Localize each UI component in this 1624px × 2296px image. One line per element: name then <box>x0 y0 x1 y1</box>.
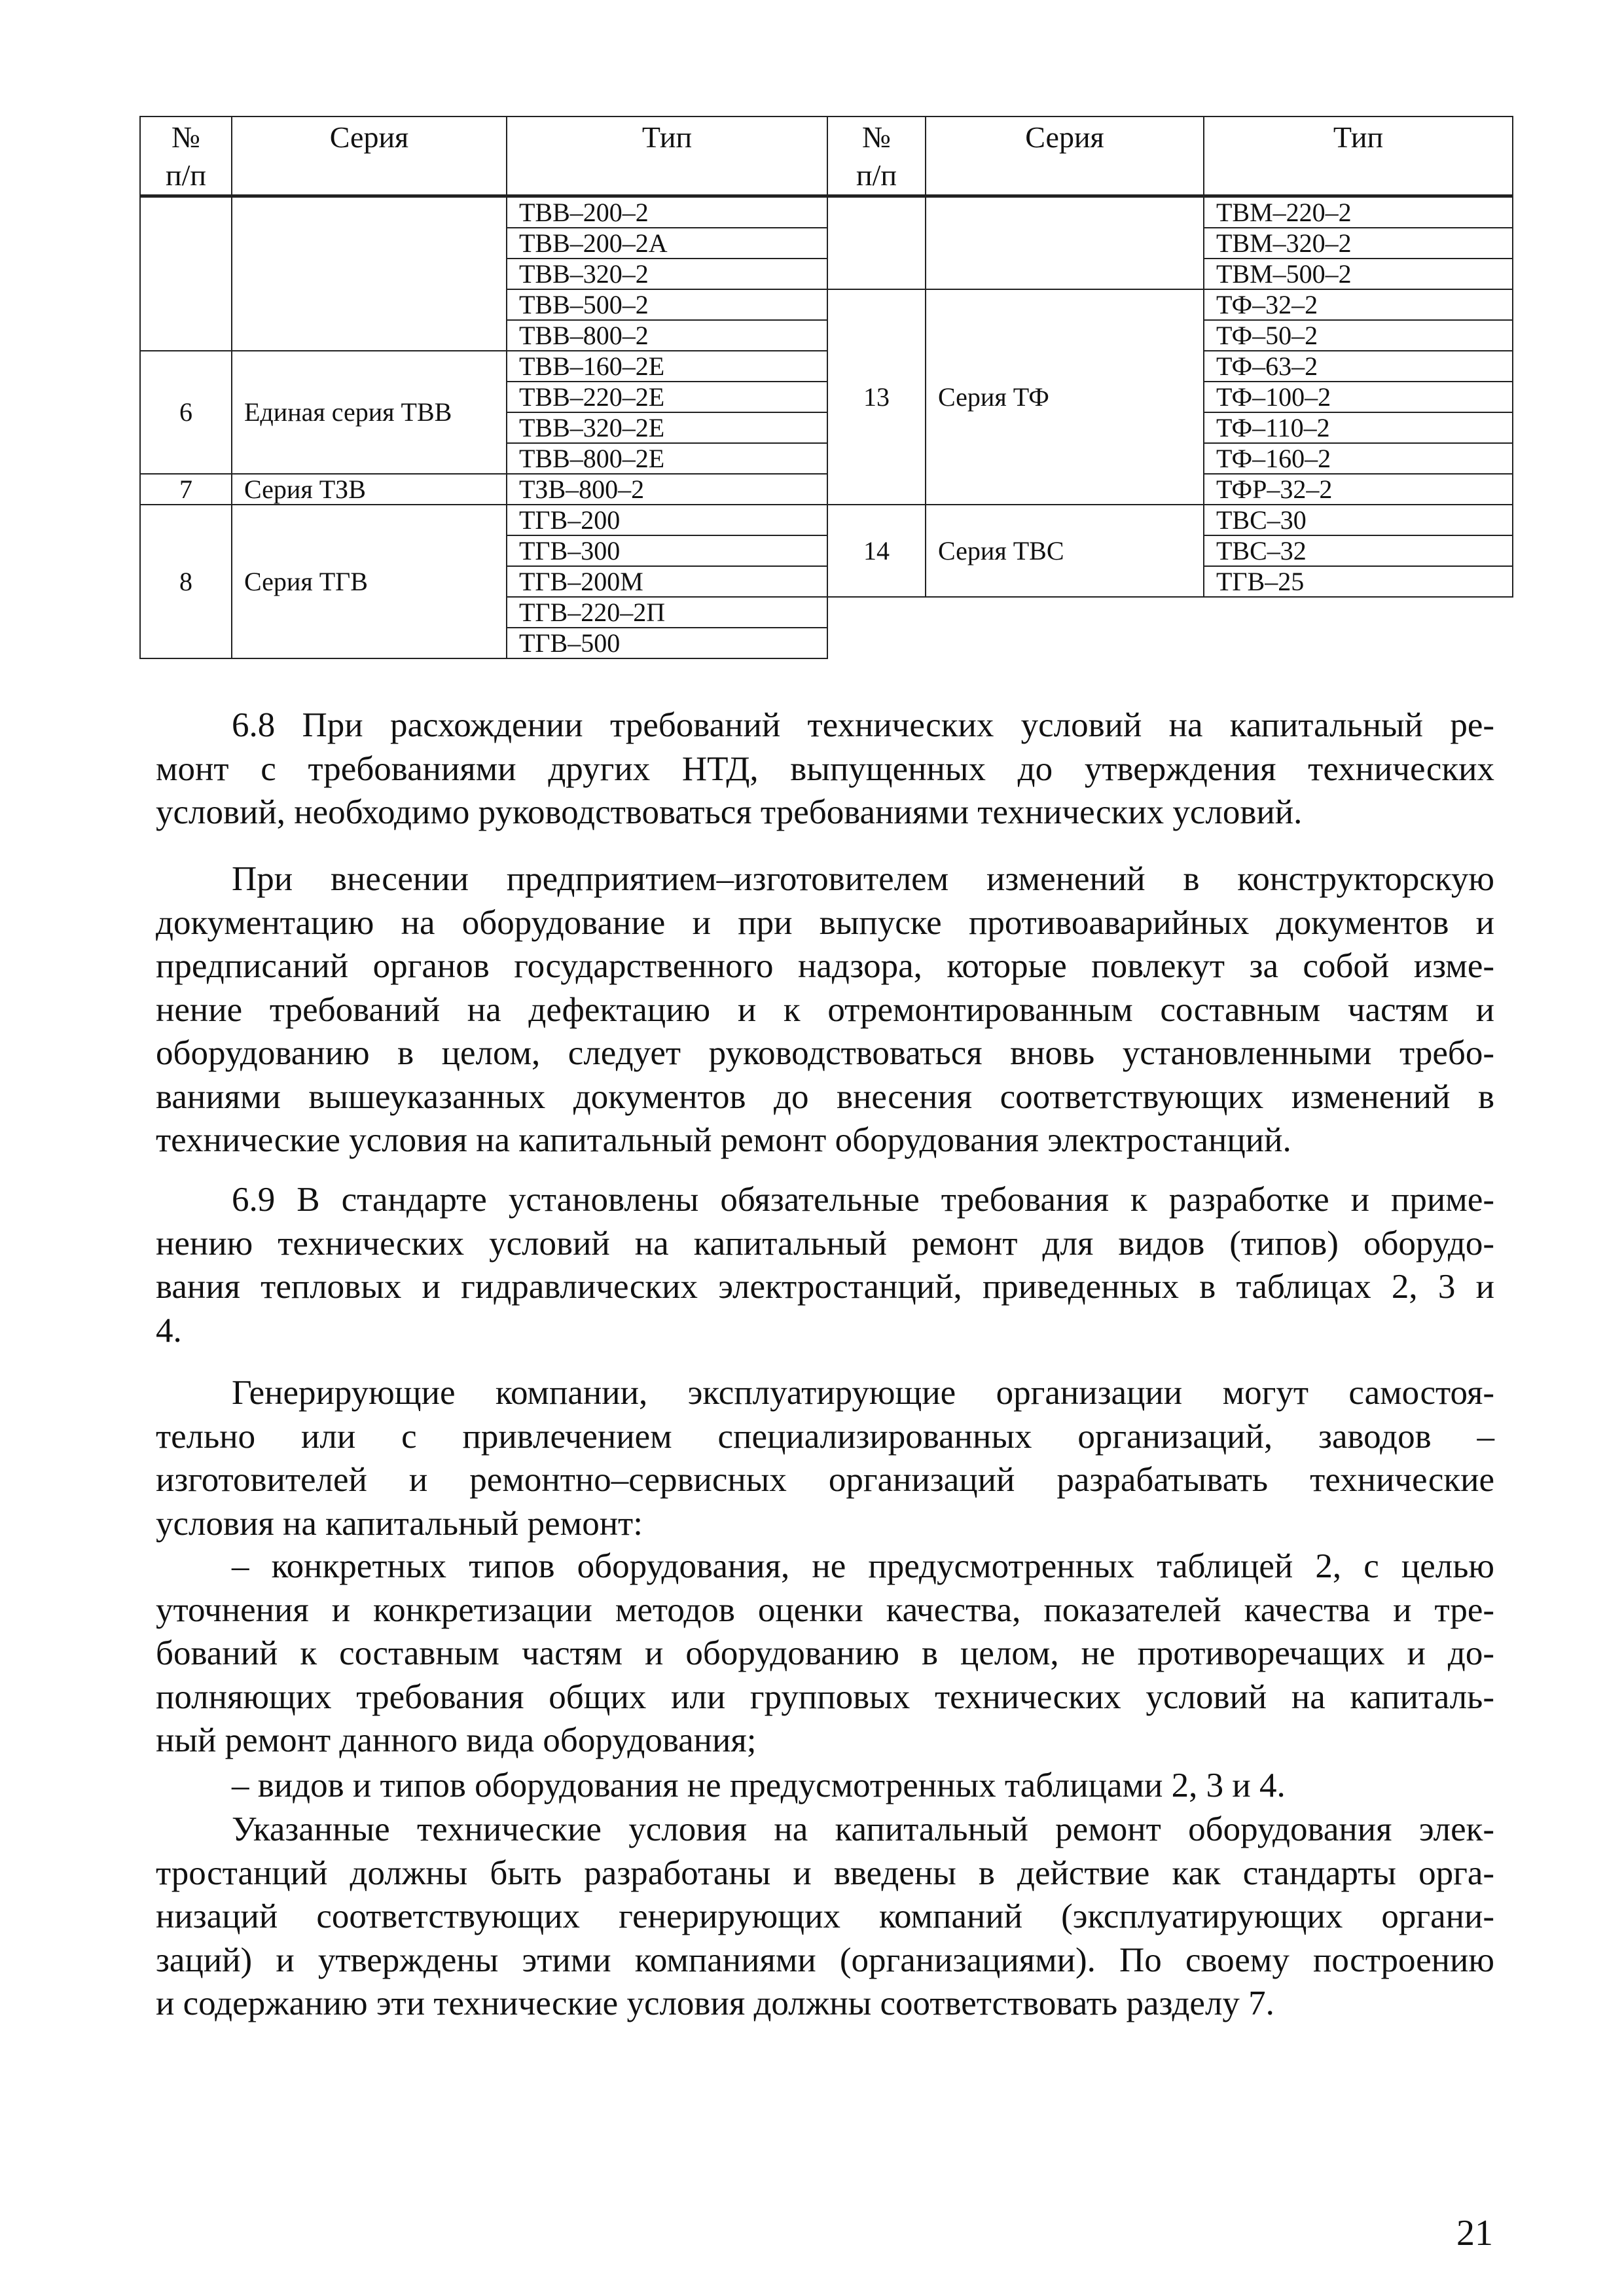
row-num-empty <box>827 196 926 290</box>
type-cell: ТГВ–300 <box>507 535 827 566</box>
text-line: вания тепловых и гидравлических электростанций, приведенных в таблицах 2, 3 и <box>156 1268 1494 1306</box>
type-cell: ТФ–160–2 <box>1204 443 1513 474</box>
table-row <box>827 289 1513 320</box>
row-num: 6 <box>140 351 232 474</box>
text-line: полняющих требования общих или групповых технических условий на капиталь- <box>156 1677 1494 1716</box>
paragraph-changes <box>156 857 1494 1162</box>
type-cell: ТВМ–500–2 <box>1204 259 1513 289</box>
row-series: Серия ТЗВ <box>232 474 507 505</box>
text-line: Генерирующие компании, эксплуатирующие организации могут самостоя- <box>232 1374 1494 1412</box>
table-row <box>140 505 827 535</box>
type-cell: ТГВ–25 <box>1204 566 1513 597</box>
text-line: 6.8 При расхождении требований технических условий на капитальный ре- <box>232 706 1494 744</box>
table-row <box>827 505 1513 535</box>
text-line: монт с требованиями других НТД, выпущенных до утверждения технических <box>156 749 1494 788</box>
row-series: Серия ТГВ <box>232 505 507 658</box>
text-line: оборудованию в целом, следует руководствоваться вновь установленными требо- <box>156 1034 1494 1072</box>
type-cell: ТВС–30 <box>1204 505 1513 535</box>
header-series: Серия <box>232 117 507 196</box>
table-row <box>140 196 827 228</box>
row-series-empty <box>232 196 507 351</box>
type-cell: ТВВ–160–2Е <box>507 351 827 382</box>
table-header-row <box>827 117 1513 196</box>
type-cell: ТВВ–320–2Е <box>507 412 827 443</box>
text-line: изготовителей и ремонтно–сервисных организаций разрабатывать технические <box>156 1461 1494 1499</box>
row-num: 13 <box>827 289 926 505</box>
list-item-other-types <box>156 1764 1494 1808</box>
text-line: заций) и утверждены этими компаниями (организациями). По своему построению <box>156 1941 1494 1979</box>
type-cell: ТФ–63–2 <box>1204 351 1513 382</box>
type-cell: ТВВ–500–2 <box>507 289 827 320</box>
text-line: 4. <box>156 1311 182 1350</box>
text-line: При внесении предприятием–изготовителем изменений в конструкторскую <box>232 860 1494 898</box>
type-cell: ТФ–32–2 <box>1204 289 1513 320</box>
type-cell: ТГВ–200М <box>507 566 827 597</box>
row-num: 14 <box>827 505 926 597</box>
type-cell: ТФ–110–2 <box>1204 412 1513 443</box>
text-line: условия на капитальный ремонт: <box>156 1504 643 1543</box>
table-header-row <box>140 117 827 196</box>
paragraph-6-9 <box>156 1178 1494 1352</box>
type-cell: ТВВ–200–2А <box>507 228 827 259</box>
type-cell: ТВС–32 <box>1204 535 1513 566</box>
type-cell: ТФ–50–2 <box>1204 320 1513 351</box>
type-cell: ТВВ–800–2Е <box>507 443 827 474</box>
type-cell: ТГВ–200 <box>507 505 827 535</box>
text-line: нению технических условий на капитальный ремонт для видов (типов) оборудо- <box>156 1224 1494 1263</box>
text-line: – видов и типов оборудования не предусмотренных таблицами 2, 3 и 4. <box>232 1767 1286 1804</box>
page-number: 21 <box>1456 2213 1493 2253</box>
series-table-right <box>827 116 1513 598</box>
type-cell: ТФ–100–2 <box>1204 382 1513 412</box>
list-item-specific-types <box>156 1545 1494 1763</box>
table-row <box>827 196 1513 228</box>
paragraph-generating-companies <box>156 1371 1494 1545</box>
type-cell: ТВВ–200–2 <box>507 196 827 228</box>
paragraph-specified-conditions <box>156 1808 1494 2026</box>
type-cell: ТВВ–220–2Е <box>507 382 827 412</box>
type-cell: ТЗВ–800–2 <box>507 474 827 505</box>
text-line: тростанций должны быть разработаны и введены в действие как стандарты орга- <box>156 1854 1494 1892</box>
header-num: № п/п <box>140 117 232 196</box>
text-line: ваниями вышеуказанных документов до внесения соответствующих изменений в <box>156 1077 1494 1116</box>
row-num-empty <box>140 196 232 351</box>
text-line: уточнения и конкретизации методов оценки качества, показателей качества и тре- <box>156 1590 1494 1629</box>
type-cell: ТФР–32–2 <box>1204 474 1513 505</box>
text-line: бований к составным частям и оборудованию в целом, не противоречащих и до- <box>156 1634 1494 1672</box>
row-series: Серия ТВС <box>926 505 1204 597</box>
text-line: и содержанию эти технические условия должны соответствовать разделу 7. <box>156 1984 1274 2022</box>
text-line: условий, необходимо руководствоваться требованиями технических условий. <box>156 793 1303 831</box>
text-line: технические условия на капитальный ремонт оборудования электростанций. <box>156 1121 1291 1159</box>
row-series: Единая серия ТВВ <box>232 351 507 474</box>
header-num: № п/п <box>827 117 926 196</box>
text-line: Указанные технические условия на капитальный ремонт оборудования элек- <box>232 1810 1494 1848</box>
type-cell: ТГВ–500 <box>507 628 827 658</box>
text-line: документацию на оборудование и при выпуске противоаварийных документов и <box>156 903 1494 942</box>
type-cell: ТГВ–220–2П <box>507 597 827 628</box>
paragraph-6-8 <box>156 704 1494 834</box>
row-num: 7 <box>140 474 232 505</box>
table-row <box>140 474 827 505</box>
text-line: предписаний органов государственного надзора, которые повлекут за собой изме- <box>156 947 1494 985</box>
type-cell: ТВВ–800–2 <box>507 320 827 351</box>
series-table-left <box>139 116 828 659</box>
type-cell: ТВВ–320–2 <box>507 259 827 289</box>
text-line: низаций соответствующих генерирующих компаний (эксплуатирующих органи- <box>156 1897 1494 1935</box>
text-line: ный ремонт данного вида оборудования; <box>156 1721 757 1759</box>
header-type: Тип <box>507 117 827 196</box>
type-cell: ТВМ–320–2 <box>1204 228 1513 259</box>
row-series-empty <box>926 196 1204 290</box>
text-line: – конкретных типов оборудования, не предусмотренных таблицей 2, с целью <box>232 1547 1494 1585</box>
text-line: тельно или с привлечением специализированных организаций, заводов – <box>156 1417 1494 1456</box>
row-num: 8 <box>140 505 232 658</box>
row-series: Серия ТФ <box>926 289 1204 505</box>
text-line: нение требований на дефектацию и к отремонтированным составным частям и <box>156 990 1494 1029</box>
text-line: 6.9 В стандарте установлены обязательные требования к разработке и приме- <box>232 1181 1494 1219</box>
table-row <box>140 351 827 382</box>
header-type: Тип <box>1204 117 1513 196</box>
header-series: Серия <box>926 117 1204 196</box>
type-cell: ТВМ–220–2 <box>1204 196 1513 228</box>
